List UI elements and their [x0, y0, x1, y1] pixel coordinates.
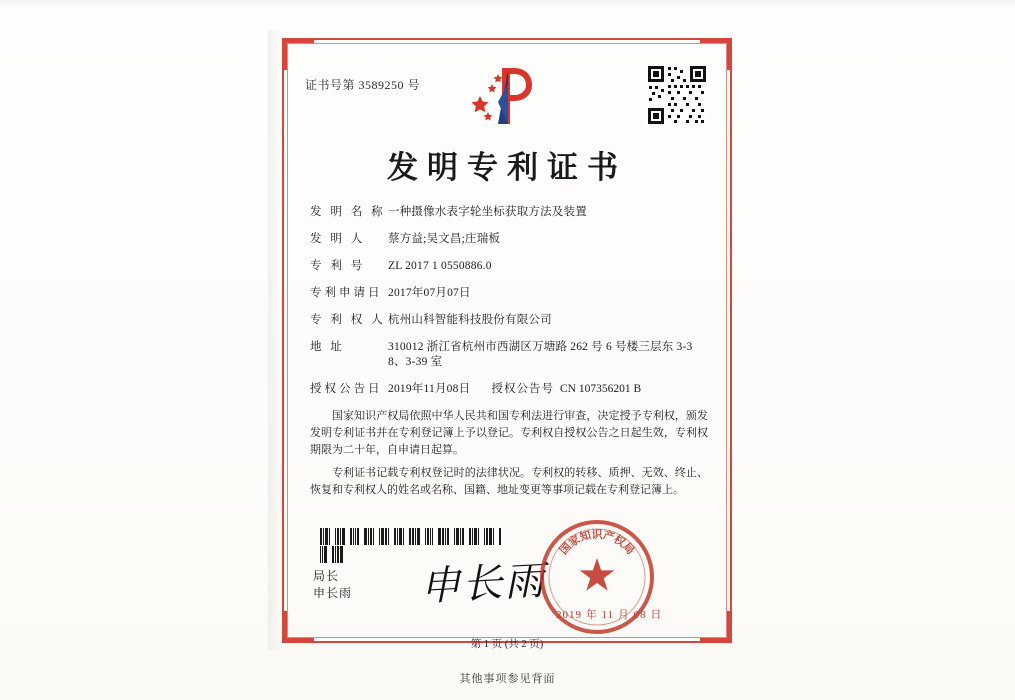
director-name: 申长雨 [313, 586, 353, 600]
barcode [320, 528, 502, 545]
field-value: 2017年07月07日 [388, 287, 471, 299]
page-title: 发明专利证书 [387, 150, 627, 186]
field-list [310, 205, 710, 409]
field-value: 2019年11月08日 [388, 383, 471, 395]
field-value: 杭州山科智能科技股份有限公司 [388, 314, 552, 326]
field-label: 专 利 号 [310, 260, 366, 272]
field-label: 地 址 [310, 341, 345, 353]
legal-text-block [310, 408, 708, 505]
svg-text:知: 知 [578, 528, 593, 544]
field-row-invention-name [310, 205, 710, 220]
seal-date: 2019 年 11 月 08 日 [556, 609, 663, 621]
legal-paragraph: 专利证书记载专利权登记时的法律状况。专利权的转移、质押、无效、终止、恢复和专利权人的姓名或名称、国籍、地址变更等事项记载在专利登记簿上。 [310, 467, 708, 496]
left-edge-shadow [268, 30, 282, 650]
svg-text:局: 局 [620, 540, 638, 557]
svg-text:识: 识 [591, 528, 603, 541]
field-label: 专利申请日 [310, 287, 383, 299]
field-row-patentee [310, 313, 710, 328]
field-label: 专 利 权 人 [310, 314, 386, 326]
field-label-secondary: 授权公告号 [491, 383, 554, 395]
field-value: 蔡方益;吴文昌;庄瑞板 [388, 233, 501, 245]
director-title-block [313, 568, 352, 602]
field-label: 授权公告日 [310, 383, 383, 395]
certificate-number: 证书号第 3589250 号 [305, 78, 421, 92]
corner-ornament-top-left [283, 39, 314, 70]
director-label: 局长 [313, 569, 340, 583]
field-row-address [310, 340, 710, 370]
field-value: 310012 浙江省杭州市西湖区万塘路 262 号 6 号楼三层东 3-38、3-39 室 [388, 341, 693, 368]
field-row-inventors [310, 232, 710, 247]
field-value-secondary: CN 107356201 B [560, 383, 642, 395]
field-row-application-date [310, 286, 710, 301]
field-row-patent-number [310, 259, 710, 274]
cnipa-logo-icon [468, 62, 554, 132]
field-label: 发 明 人 [310, 233, 366, 245]
back-side-note: 其他事项参见背面 [459, 673, 556, 685]
svg-text:家: 家 [566, 532, 583, 550]
field-value: ZL 2017 1 0550886.0 [388, 260, 492, 272]
field-row-grant-announcement [310, 382, 710, 397]
svg-text:权: 权 [611, 532, 628, 550]
legal-paragraph: 国家知识产权局依照中华人民共和国专利法进行审查，决定授予专利权，颁发发明专利证书并在专利登记簿上予以登记。专利权自授权公告之日起生效，专利权期限为二十年，自申请日起算。 [310, 410, 708, 456]
field-value: 一种摄像水表字轮坐标获取方法及装置 [388, 206, 587, 218]
handwritten-signature: 申长雨 [419, 557, 548, 611]
field-label: 发 明 名 称 [310, 206, 386, 218]
svg-text:产: 产 [601, 528, 616, 544]
svg-text:国: 国 [556, 540, 574, 557]
page-number: 第 1 页 (共 2 页) [470, 639, 544, 650]
top-edge-shadow [0, 0, 1015, 8]
qr-code-icon [646, 64, 708, 126]
